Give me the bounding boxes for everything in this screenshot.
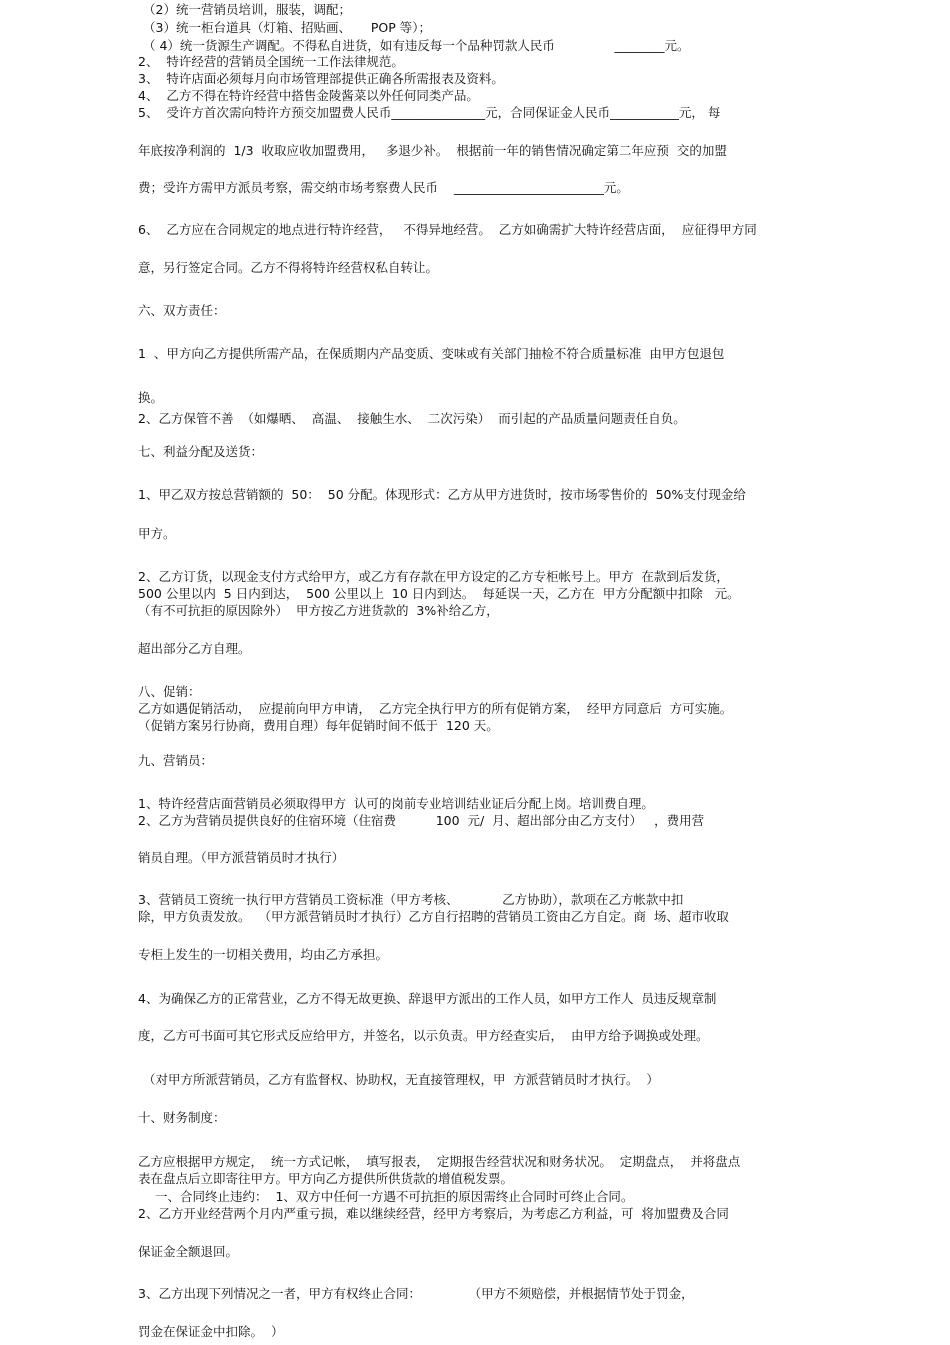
text-line: 专柜上发生的一切相关费用，均由乙方承担。 bbox=[138, 947, 389, 962]
text-line: （促销方案另行协商，费用自理）每年促销时间不低于 120 天。 bbox=[138, 718, 499, 733]
text-line: 3、营销员工资统一执行甲方营销员工资标准（甲方考核、 乙方协助），款项在乙方帐款中扣 bbox=[138, 892, 684, 907]
text-line: 意，另行签定合同。乙方不得将特许经营权私自转让。 bbox=[138, 260, 439, 275]
text-line: 5、 受许方首次需向特许方预交加盟费人民币_______________元，合同保证金人民币___________元， 每 bbox=[138, 105, 721, 120]
text-line: 4、为确保乙方的正常营业，乙方不得无故更换、辞退甲方派出的工作人员，如甲方工作人 员违反规章制 bbox=[138, 991, 717, 1006]
text-line: 2、 特许经营的营销员全国统一工作法律规范。 bbox=[138, 54, 404, 69]
text-line: 费；受许方需甲方派员考察，需交纳市场考察费人民币 ________________________元。 bbox=[138, 180, 629, 195]
text-line: 罚金在保证金中扣除。 ） bbox=[138, 1324, 284, 1339]
section-heading: 八、促销： bbox=[138, 684, 201, 699]
text-line: 500 公里以内 5 日内到达， 500 公里以上 10 日内到达。 每延误一天，乙方在 甲方分配额中扣除 元。 bbox=[138, 586, 740, 601]
text-line: 4、 乙方不得在特许经营中搭售金陵酱菜以外任何同类产品。 bbox=[138, 88, 479, 103]
text-line: 换。 bbox=[138, 390, 164, 405]
text-line: （对甲方所派营销员，乙方有监督权、协助权，无直接管理权，甲 方派营销员时才执行。 ） bbox=[143, 1072, 659, 1087]
text-line: 2、乙方开业经营两个月内严重亏损，难以继续经营，经甲方考察后，为考虑乙方利益，可 将加盟费及合同 bbox=[138, 1206, 729, 1221]
section-heading: 六、双方责任： bbox=[138, 303, 226, 318]
text-line: 表在盘点后立即寄往甲方。甲方向乙方提供所供货款的增值税发票。 bbox=[138, 1171, 514, 1186]
section-heading: 十、财务制度： bbox=[138, 1110, 226, 1125]
text-line: 3、乙方出现下列情况之一者，甲方有权终止合同： （甲方不须赔偿，并根据情节处于罚金， bbox=[138, 1286, 694, 1301]
text-line: 3、 特许店面必须每月向市场管理部提供正确各所需报表及资料。 bbox=[138, 71, 504, 86]
text-line: （有不可抗拒的原因除外） 甲方按乙方进货款的 3%补给乙方， bbox=[138, 603, 499, 618]
text-line: （3）统一柜台道具（灯箱、招贴画、 POP 等）； bbox=[143, 20, 431, 35]
text-line: 度，乙方可书面可其它形式反应给甲方，并签名，以示负责。甲方经查实后， 由甲方给予调换或处理。 bbox=[138, 1028, 709, 1043]
section-heading: 七、利益分配及送货： bbox=[138, 444, 264, 459]
text-line: 超出部分乙方自理。 bbox=[138, 641, 251, 656]
text-line: 乙方应根据甲方规定， 统一方式记帐， 填写报表， 定期报告经营状况和财务状况。 定期盘点， 并将盘点 bbox=[138, 1154, 741, 1169]
text-line: 6、 乙方应在合同规定的地点进行特许经营， 不得异地经营。 乙方如确需扩大特许经营店面， 应征得甲方同 bbox=[138, 222, 757, 237]
section-heading: 九、营销员： bbox=[138, 753, 214, 768]
text-line: （ 4）统一货源生产调配。不得私自进货，如有违反每一个品种罚款人民币 ________元。 bbox=[143, 38, 690, 53]
text-line: 销员自理。（甲方派营销员时才执行） bbox=[138, 850, 345, 865]
text-line: 1、特许经营店面营销员必须取得甲方 认可的岗前专业培训结业证后分配上岗。培训费自理。 bbox=[138, 796, 654, 811]
text-line: 甲方。 bbox=[138, 526, 176, 541]
text-line: 1、甲乙双方按总营销额的 50： 50 分配。体现形式：乙方从甲方进货时，按市场零售价的 50%支付现金给 bbox=[138, 487, 746, 502]
text-line: 除，甲方负责发放。 （甲方派营销员时才执行）乙方自行招聘的营销员工资由乙方自定。商 场、超市收取 bbox=[138, 909, 729, 924]
text-line: 一、合同终止违约： 1、双方中任何一方遇不可抗拒的原因需终止合同时可终止合同。 bbox=[155, 1189, 634, 1204]
text-line: 保证金全额退回。 bbox=[138, 1244, 239, 1259]
text-line: 乙方如遇促销活动， 应提前向甲方申请， 乙方完全执行甲方的所有促销方案， 经甲方同意后 方可实施。 bbox=[138, 701, 733, 716]
text-line: 年底按净利润的 1/3 收取应收加盟费用， 多退少补。 根据前一年的销售情况确定第二年应预 交的加盟 bbox=[138, 143, 727, 158]
text-line: （2）统一营销员培训，服装，调配； bbox=[143, 2, 351, 17]
text-line: 2、乙方保管不善 （如爆晒、 高温、 接触生水、 二次污染） 而引起的产品质量问题责任自负。 bbox=[138, 411, 686, 426]
text-line: 2、乙方为营销员提供良好的住宿环境（住宿费 100 元/ 月、超出部分由乙方支付） ，费用营 bbox=[138, 813, 705, 828]
text-line: 2、乙方订货，以现金支付方式给甲方，或乙方有存款在甲方设定的乙方专柜帐号上。甲方 在款到后发货， bbox=[138, 569, 729, 584]
text-line: 1 、甲方向乙方提供所需产品，在保质期内产品变质、变味或有关部门抽检不符合质量标准 由甲方包退包 bbox=[138, 346, 725, 361]
